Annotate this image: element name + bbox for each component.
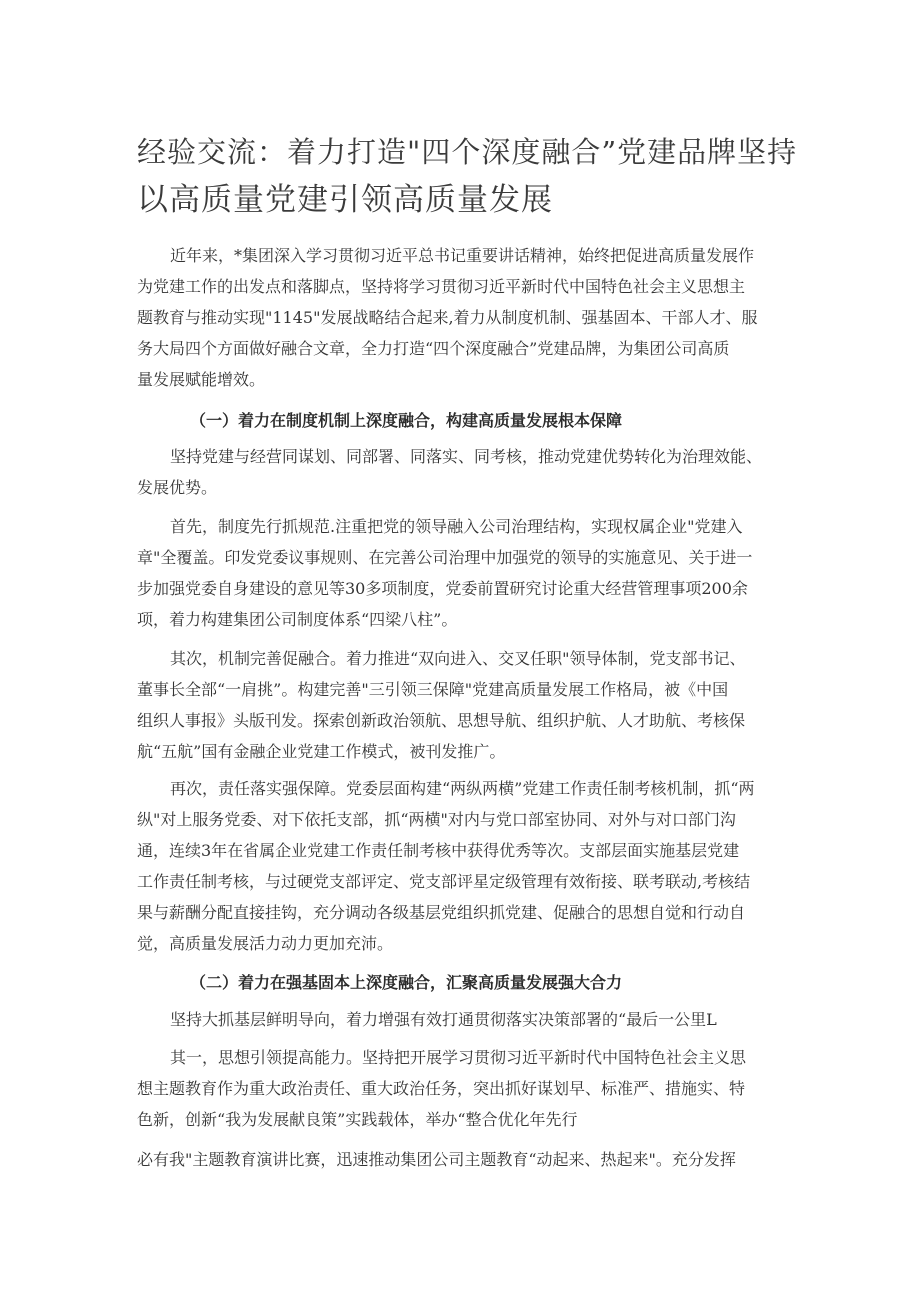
text-line: 近年来，*集团深入学习贯彻习近平总书记重要讲话精神，始终把促进高质量发展作 xyxy=(170,246,755,265)
text-line: 务大局四个方面做好融合文章，全力打造“四个深度融合”党建品牌，为集团公司高质 xyxy=(137,339,730,358)
intro-paragraph xyxy=(137,240,797,395)
section-1-paragraph-3 xyxy=(137,643,797,767)
section-2-paragraph-1 xyxy=(137,1004,797,1035)
text-line: 首先，制度先行抓规范.注重把党的领导融入公司治理结构，实现权属企业"党建入 xyxy=(170,517,743,536)
text-line: 发展优势。 xyxy=(137,478,218,497)
text-line: 步加强党委自身建设的意见等30多项制度，党委前置研究讨论重大经营管理事项200余 xyxy=(137,579,748,598)
text-line: 坚持党建与经营同谋划、同部署、同落实、同考核，推动党建优势转化为治理效能、 xyxy=(170,447,763,466)
text-line: 董事长全部“一肩挑”。构建完善"三引领三保障"党建高质量发展工作格局，被《中国 xyxy=(137,680,729,699)
title-line-1: 经验交流：着力打造"四个深度融合”党建品牌坚持 xyxy=(137,135,798,169)
section-2-heading: （二）着力在强基固本上深度融合，汇聚高质量发展强大合力 xyxy=(190,973,623,992)
text-line: 色新，创新“我为发展献良策”实践载体，举办“整合优化年先行 xyxy=(137,1110,578,1129)
text-line: 其次，机制完善促融合。着力推进“双向进入、交叉任职"领导体制，党支部书记、 xyxy=(170,649,746,668)
text-line: 想主题教育作为重大政治责任、重大政治任务，突出抓好谋划早、标准严、措施实、特 xyxy=(137,1079,746,1098)
text-line: 航“五航”国有金融企业党建工作模式，被刊发推广。 xyxy=(137,742,506,761)
text-line: 为党建工作的出发点和落脚点，坚持将学习贯彻习近平新时代中国特色社会主义思想主 xyxy=(137,277,746,296)
section-1-heading: （一）着力在制度机制上深度融合，构建高质量发展根本保障 xyxy=(190,411,623,430)
section-1-paragraph-4 xyxy=(137,773,797,959)
text-line: 组织人事报》头版刊发。探索创新政治领航、思想导航、组织护航、人才助航、考核保 xyxy=(137,711,746,730)
text-line: 工作责任制考核，与过硬党支部评定、党支部评星定级管理有效衔接、联考联动,考核结 xyxy=(137,872,751,891)
text-line: 通，连续3年在省属企业党建工作责任制考核中获得优秀等次。支部层面实施基层党建 xyxy=(137,841,740,860)
text-line: 觉，高质量发展活力动力更加充沛。 xyxy=(137,934,394,953)
text-line: 坚持大抓基层鲜明导向，着力增强有效打通贯彻落实决策部署的“最后一公里L xyxy=(170,1010,717,1029)
section-1-paragraph-2 xyxy=(137,511,797,635)
page-title xyxy=(137,128,797,224)
text-line: 再次，责任落实强保障。党委层面构建“两纵两横”党建工作责任制考核机制，抓“两 xyxy=(170,779,755,798)
text-line: 其一，思想引领提高能力。坚持把开展学习贯彻习近平新时代中国特色社会主义思 xyxy=(170,1048,747,1067)
text-line: 题教育与推动实现"1145"发展战略结合起来,着力从制度机制、强基固本、干部人才、服 xyxy=(137,308,758,327)
section-2-paragraph-3 xyxy=(137,1144,797,1175)
text-line: 纵"对上服务党委、对下依托支部，抓“两横"对内与党口部室协同、对外与对口部门沟 xyxy=(137,810,736,829)
section-2-paragraph-2 xyxy=(137,1042,797,1135)
text-line: 项，着力构建集团公司制度体系“四梁八柱”。 xyxy=(137,610,458,629)
text-line: 章"全覆盖。印发党委议事规则、在完善公司治理中加强党的领导的实施意见、关于进一 xyxy=(137,548,753,567)
text-line: 量发展赋能增效。 xyxy=(137,370,266,389)
text-line: 果与薪酬分配直接挂钩，充分调动各级基层党组织抓党建、促融合的思想自觉和行动自 xyxy=(137,903,746,922)
title-line-2: 以高质量党建引领高质量发展 xyxy=(137,182,553,218)
section-1-paragraph-1 xyxy=(137,441,797,503)
text-line: 必有我"主题教育演讲比赛，迅速推动集团公司主题教育“动起来、热起来"。充分发挥 xyxy=(137,1150,736,1169)
